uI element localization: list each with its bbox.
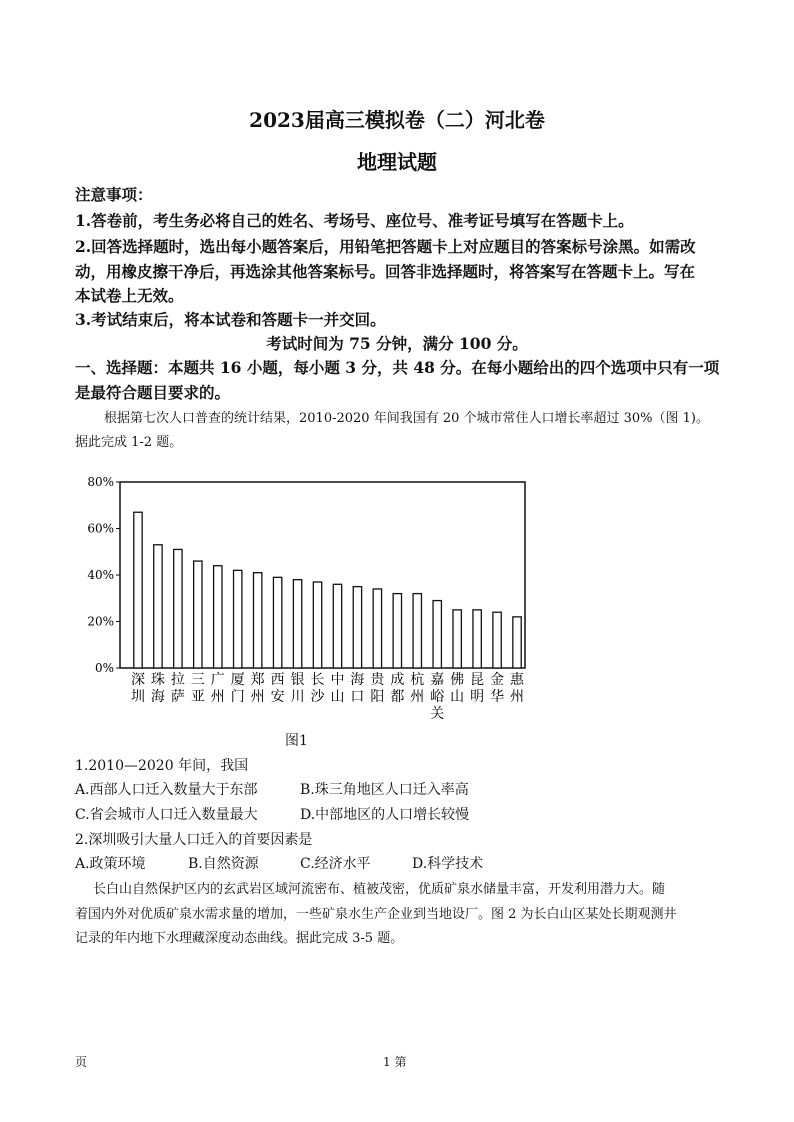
x-axis-labels <box>131 671 525 720</box>
intro-1-line-1: 根据第七次人口普查的统计结果，2010-2020 年间我国有 20 个城市常住人口增长率超过 30%（图 1)。 <box>104 411 710 426</box>
x-tick-label: 州 <box>510 689 525 705</box>
bar-海口 <box>353 587 361 668</box>
notice-item-1: 1.答卷前，考生务必将自己的姓名、考场号、座位号、准考证号填写在答题卡上。 <box>75 211 634 230</box>
x-tick-label: 萨 <box>170 689 185 705</box>
notice-item-2-line-2: 动，用橡皮擦干净后，再选涂其他答案标号。回答非选择题时，将答案写在答题卡上。写在 <box>75 262 696 281</box>
bar-拉萨 <box>174 549 182 668</box>
x-tick-label: 成 <box>390 672 405 688</box>
x-tick-label: 海 <box>150 689 165 705</box>
notice-item-2-line-1: 2.回答选择题时，选出每小题答案后，用铅笔把答题卡上对应题目的答案标号涂黑。如需改 <box>75 237 696 256</box>
bar-惠州 <box>513 617 521 668</box>
question-1-option-c: C.省会城市人口迁入数量最大 <box>75 807 258 823</box>
intro-2-line-1: 长白山自然保护区内的玄武岩区域河流密布、植被茂密，优质矿泉水储量丰富，开发利用潜力大。随 <box>93 882 666 897</box>
y-tick-label: 40% <box>87 568 114 582</box>
question-1-stem: 1.2010—2020 年间，我国 <box>75 758 249 774</box>
bar-深圳 <box>134 512 142 668</box>
bar-嘉峪关 <box>433 601 441 668</box>
bar-西安 <box>273 577 281 668</box>
x-tick-label: 珠 <box>150 672 165 688</box>
intro-2-line-2: 着国内外对优质矿泉水需求量的增加，一些矿泉水生产企业到当地设厂。图 2 为长白山区某处长期观测井 <box>75 907 677 922</box>
y-tick-label: 0% <box>94 661 114 675</box>
bar-珠海 <box>154 545 162 668</box>
question-2-option-d: D.科学技术 <box>412 856 484 872</box>
figure-1-caption: 图1 <box>285 733 308 749</box>
x-tick-label: 口 <box>350 689 365 705</box>
x-tick-label: 佛 <box>450 672 465 688</box>
y-tick-label: 60% <box>87 521 114 536</box>
x-tick-label: 海 <box>350 672 365 688</box>
exam-subtitle: 地理试题 <box>357 150 437 174</box>
x-tick-label: 华 <box>490 689 505 705</box>
x-tick-label: 山 <box>330 689 345 705</box>
bar-厦门 <box>234 570 242 668</box>
x-tick-label: 贵 <box>370 672 385 688</box>
bar-金华 <box>493 612 501 668</box>
exam-time: 考试时间为 75 分钟，满分 100 分。 <box>266 334 528 353</box>
x-tick-label: 州 <box>250 689 265 705</box>
x-tick-label: 金 <box>490 672 505 688</box>
x-tick-label: 川 <box>290 689 305 705</box>
page-number: 1 第 <box>383 1055 407 1069</box>
population-growth-bar-chart <box>60 470 540 720</box>
x-tick-label: 嘉 <box>430 672 445 688</box>
question-1-option-a: A.西部人口迁入数量大于东部 <box>75 782 258 798</box>
notice-item-3: 3.考试结束后，将本试卷和答题卡一并交回。 <box>75 310 386 329</box>
x-tick-label: 门 <box>230 689 245 705</box>
bar-昆明 <box>473 610 481 668</box>
x-tick-label: 广 <box>210 672 225 688</box>
bar-杭州 <box>413 594 421 668</box>
bar-广州 <box>214 566 222 668</box>
notice-heading: 注意事项： <box>75 185 153 204</box>
notice-item-2-line-3: 本试卷上无效。 <box>75 286 184 305</box>
intro-1-line-2: 据此完成 1-2 题。 <box>75 435 183 450</box>
question-2-option-b: B.自然资源 <box>188 856 259 872</box>
y-tick-label: 80% <box>87 475 114 489</box>
bar-中山 <box>333 584 341 668</box>
x-tick-label: 杭 <box>410 672 425 688</box>
x-tick-label: 圳 <box>130 689 145 705</box>
x-tick-label: 深 <box>130 672 145 688</box>
bar-长沙 <box>313 582 321 668</box>
bar-贵阳 <box>373 589 381 668</box>
bar-三亚 <box>194 561 202 668</box>
question-2-stem: 2.深圳吸引大量人口迁入的首要因素是 <box>75 832 313 848</box>
x-tick-label: 郑 <box>250 672 265 688</box>
x-tick-label: 银 <box>290 672 305 688</box>
y-axis <box>87 475 120 675</box>
question-1-option-d: D.中部地区的人口增长较慢 <box>300 807 470 823</box>
x-tick-label: 都 <box>390 689 405 705</box>
x-tick-label: 峪 <box>430 689 445 705</box>
intro-2-line-3: 记录的年内地下水理藏深度动态曲线。据此完成 3-5 题。 <box>75 931 404 946</box>
x-tick-label: 中 <box>330 672 345 688</box>
question-2-option-c: C.经济水平 <box>300 856 371 872</box>
x-tick-label: 西 <box>270 672 285 688</box>
bar-成都 <box>393 594 401 668</box>
x-tick-label: 亚 <box>190 689 205 705</box>
x-tick-label: 明 <box>470 689 485 705</box>
x-tick-label: 安 <box>270 689 285 705</box>
bar-银川 <box>293 580 301 668</box>
x-tick-label: 长 <box>310 672 325 688</box>
x-tick-label: 州 <box>210 689 225 705</box>
x-tick-label: 阳 <box>370 689 385 705</box>
x-tick-label: 三 <box>190 672 205 688</box>
x-tick-label: 州 <box>410 689 425 705</box>
x-tick-label: 惠 <box>510 672 525 688</box>
y-tick-label: 20% <box>87 614 114 629</box>
x-tick-label: 拉 <box>170 672 185 688</box>
x-tick-label: 昆 <box>470 672 485 688</box>
x-tick-label: 沙 <box>310 689 325 705</box>
question-1-option-b: B.珠三角地区人口迁入率高 <box>300 782 469 798</box>
bar-group <box>134 512 521 668</box>
x-tick-label: 关 <box>430 706 445 720</box>
section-1-line-2: 是最符合题目要求的。 <box>75 383 231 402</box>
x-tick-label: 山 <box>450 689 465 705</box>
bar-郑州 <box>253 573 261 668</box>
section-1-line-1: 一、选择题：本题共 16 小题，每小题 3 分，共 48 分。在每小题给出的四个选项中只有一项 <box>75 358 720 377</box>
bar-佛山 <box>453 610 461 668</box>
footer-left: 页 <box>75 1055 88 1069</box>
x-tick-label: 厦 <box>230 672 245 688</box>
question-2-option-a: A.政策环境 <box>75 856 146 872</box>
exam-title: 2023届高三模拟卷（二）河北卷 <box>249 108 545 132</box>
